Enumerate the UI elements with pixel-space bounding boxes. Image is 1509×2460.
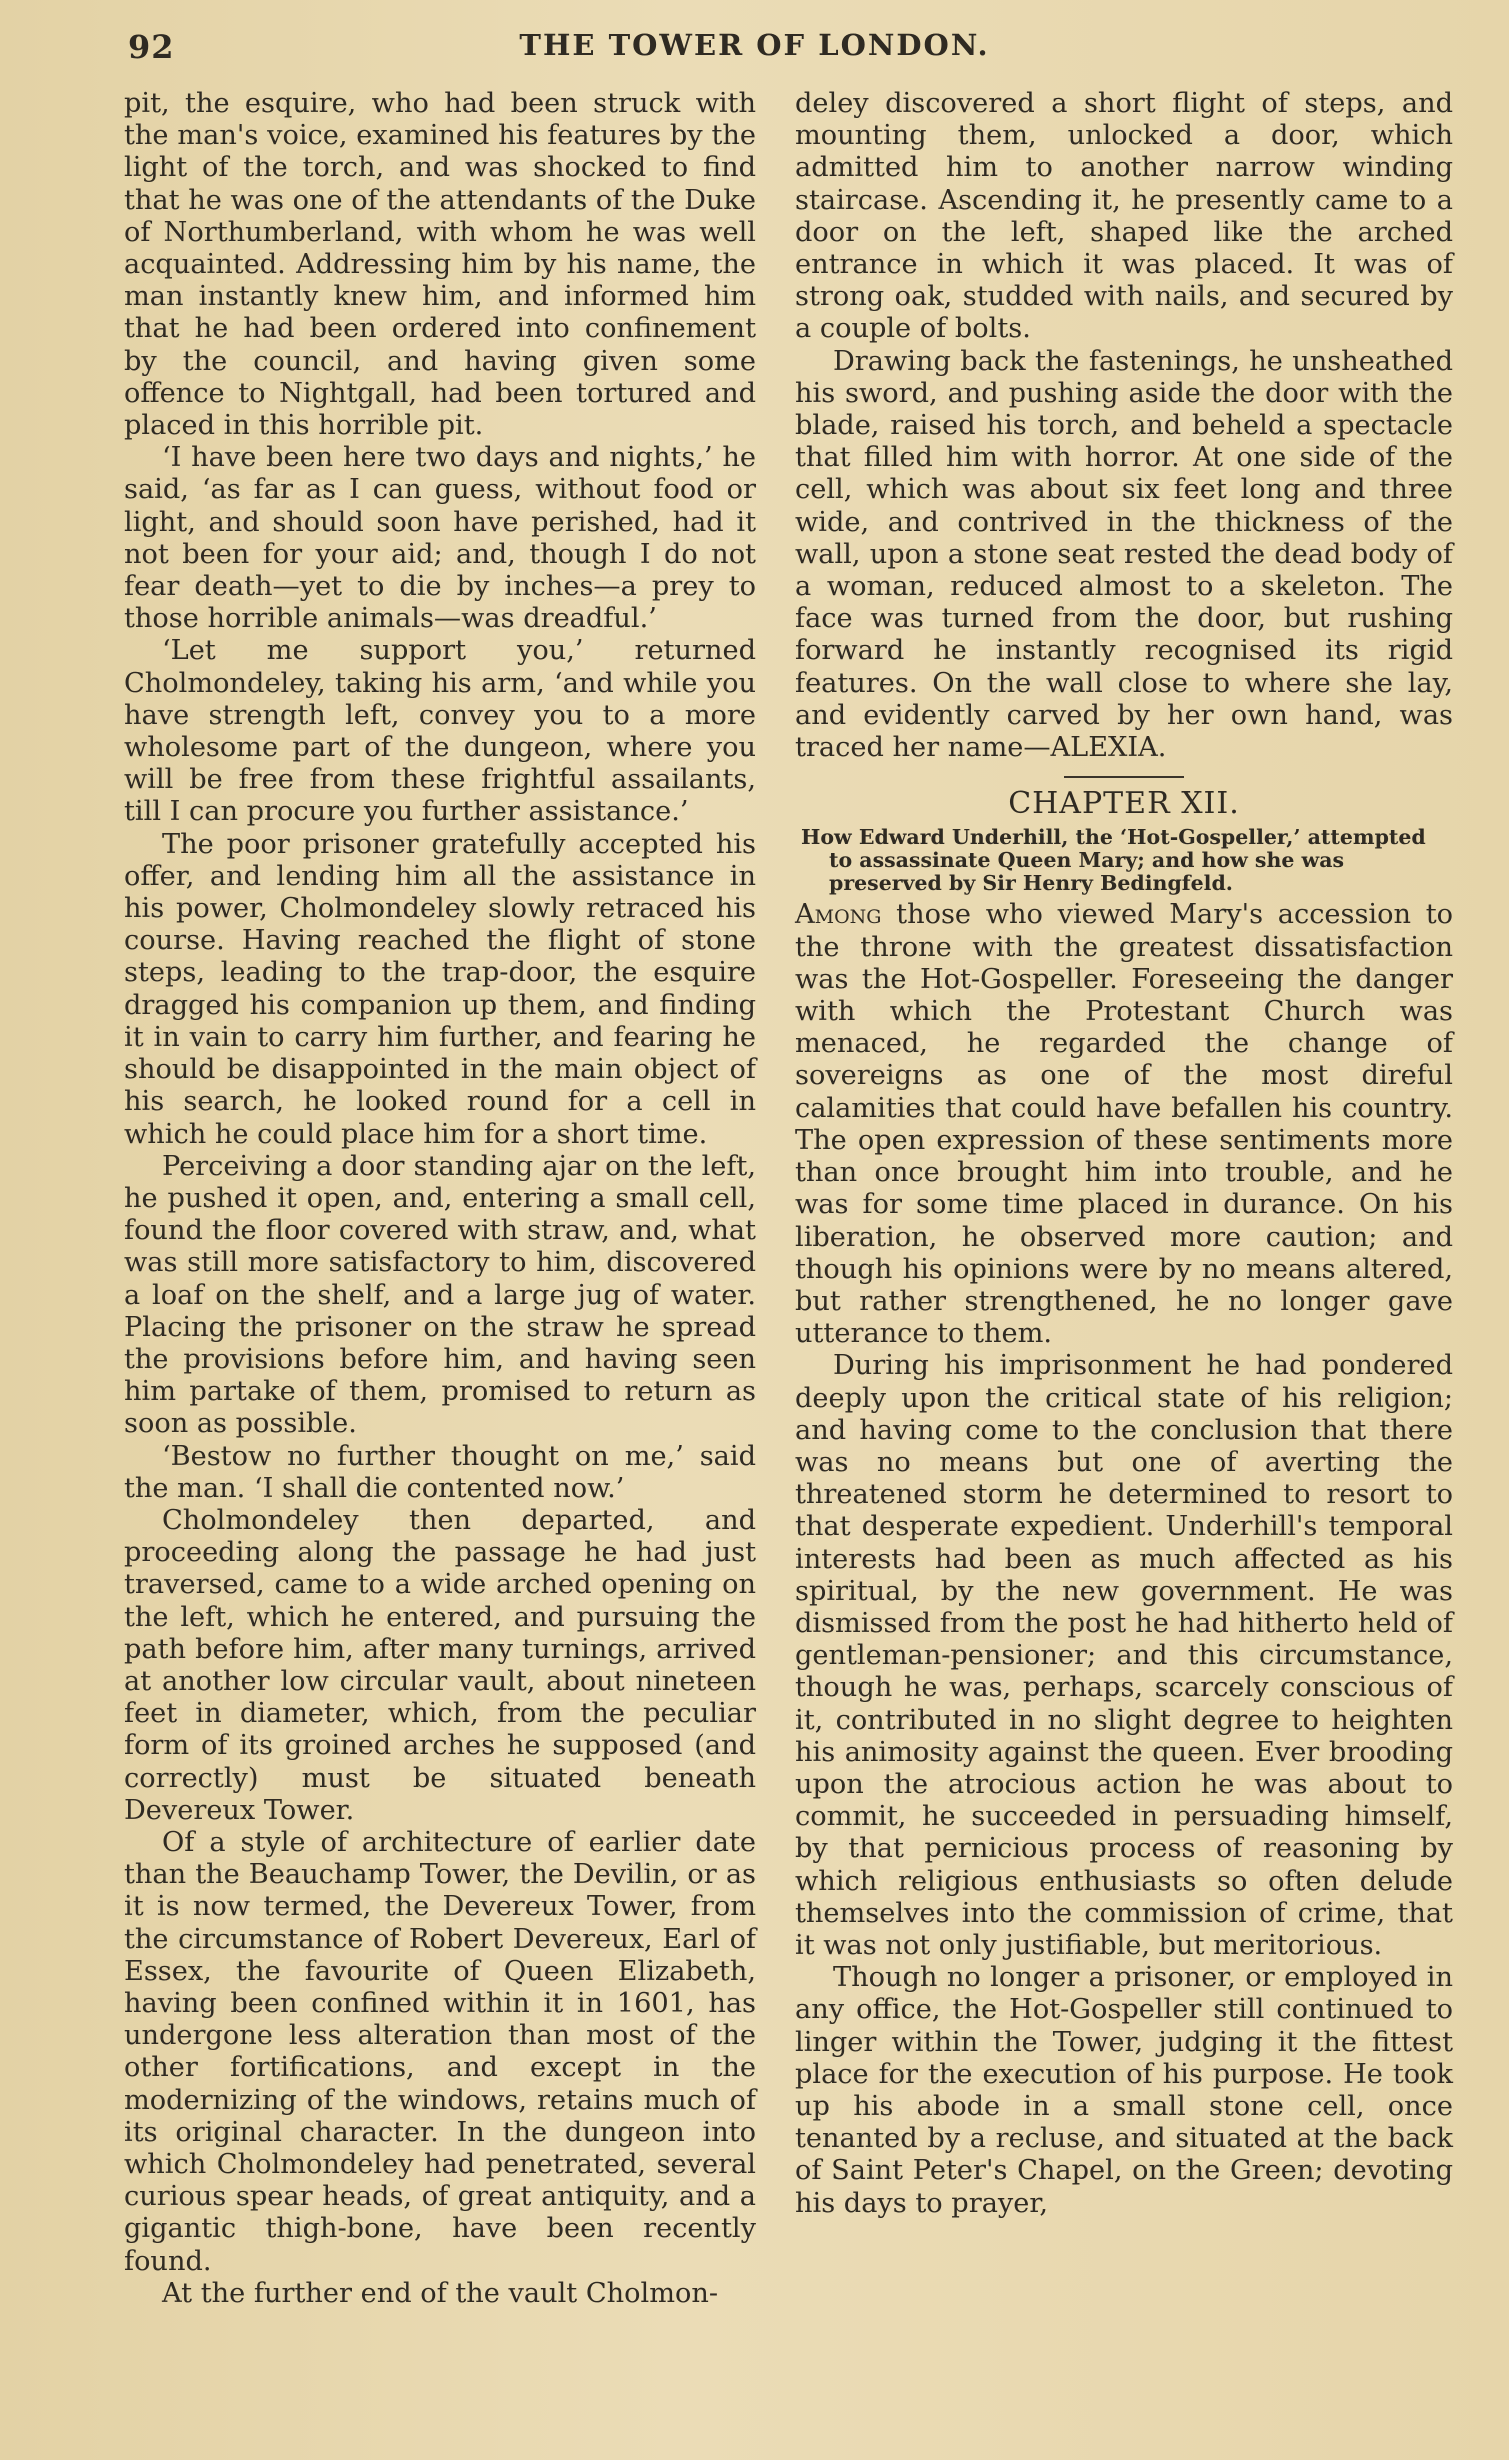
paragraph: pit, the esquire, who had been struck with the man's voice, examined his features by the light of the torch, and was shocked to find that he was one of the attendants of the Duke of Northumberland, with whom he was well acquainted. Addressing him by his name, the man instantly knew him, and informed him that he had been ordered into confinement by the council, and having given some offence to Nightgall, had been tortured and placed in this horrible pit. (124, 88, 756, 442)
running-head (0, 20, 1509, 70)
paragraph: At the further end of the vault Cholmon- (162, 2277, 719, 2309)
section-divider (1064, 776, 1184, 778)
page-number: 92 (128, 28, 175, 66)
paragraph: Cholmondeley then departed, and proceeding along the passage he had just traversed, came to a wide arched opening on the left, which he entered, and pursuing the path before him, after many turnings, arrived at another low circular vault, about nineteen feet in diameter, which, from the peculiar form of its groined arches he supposed (and correctly) must be situated beneath Devereux Tower. (124, 1504, 756, 1826)
paragraph: Though no longer a prisoner, or employed in any office, the Hot-Gospeller still continued to linger within the Tower, judging it the fittest place for the execution of his purpose. He took up his abode in a small stone cell, once tenanted by a recluse, and situated at the back of Saint Peter's Chapel, on the Green; devoting his days to prayer, (795, 1962, 1453, 2219)
paragraph: ‘Bestow no further thought on me,’ said the man. ‘I shall die contented now.’ (124, 1440, 756, 1504)
chapter-opening-paragraph (795, 899, 1453, 1350)
paragraph: Of a style of architecture of earlier date than the Beauchamp Tower, the Devilin, or as it is now termed, the Devereux Tower, from the circumstance of Robert Devereux, Earl of Essex, the favourite of Queen Elizabeth, having been confined within it in 1601, has undergone less alteration than most of the other fortifications, and except in the modernizing of the windows, retains much of its original character. In the dungeon into which Cholmondeley had penetrated, several curious spear heads, of great antiquity, and a gigantic thigh-bone, have been recently found. (124, 1826, 756, 2277)
opening-text: those who viewed Mary's accession to the throne with the greatest dissatisfaction was the Hot-Gospeller. Foreseeing the danger with which the Protestant Church was menaced, he regarded the change of sovereigns as one of the most direful calamities that could have befallen his country. The open expression of these sentiments more than once brought him into trouble, and he was for some time placed in durance. On his liberation, he observed more caution; and though his opinions were by no means altered, but rather strengthened, he no longer gave utterance to them. (795, 899, 1453, 1350)
right-column (795, 88, 1453, 2220)
paragraph: The poor prisoner gratefully accepted his offer, and lending him all the assistance in his power, Cholmondeley slowly retraced his course. Having reached the flight of stone steps, leading to the trap-door, the esquire dragged his companion up them, and finding it in vain to carry him further, and fearing he should be disappointed in the main object of his search, he looked round for a cell in which he could place him for a short time. (124, 828, 756, 1150)
chapter-heading: CHAPTER XII. (1008, 786, 1240, 822)
left-column (124, 88, 756, 2310)
paragraph: ‘I have been here two days and nights,’ he said, ‘as far as I can guess, without food or light, and should soon have perished, had it not been for your aid; and, though I do not fear death—yet to die by inches—a prey to those horrible animals—was dreadful.’ (124, 442, 756, 635)
chapter-summary: How Edward Underhill, the ‘Hot-Gospeller,’ attempted to assassinate Queen Mary; and how she was preserved by Sir Henry Bedingfeld. (801, 825, 1426, 896)
paragraph: deley discovered a short flight of steps, and mounting them, unlocked a door, which admitted him to another narrow winding staircase. Ascending it, he presently came to a door on the left, shaped like the arched entrance in which it was placed. It was of strong oak, studded with nails, and secured by a couple of bolts. (795, 88, 1453, 345)
paragraph: Perceiving a door standing ajar on the left, he pushed it open, and, entering a small cell, found the floor covered with straw, and, what was still more satisfactory to him, discovered a loaf on the shelf, and a large jug of water. Placing the prisoner on the straw he spread the provisions before him, and having seen him partake of them, promised to return as soon as possible. (124, 1150, 756, 1440)
paragraph: Drawing back the fastenings, he unsheathed his sword, and pushing aside the door with the blade, raised his torch, and beheld a spectacle that filled him with horror. At one side of the cell, which was about six feet long and three wide, and contrived in the thickness of the wall, upon a stone seat rested the dead body of a woman, reduced almost to a skeleton. The face was turned from the door, but rushing forward he instantly recognised its rigid features. On the wall close to where she lay, and evidently carved by her own hand, was traced her name—ALEXIA. (795, 345, 1453, 764)
paragraph: During his imprisonment he had pondered deeply upon the critical state of his religion; and having come to the conclusion that there was no means but one of averting the threatened storm he determined to resort to that desperate expedient. Underhill's temporal interests had been as much affected as his spiritual, by the new government. He was dismissed from the post he had hitherto held of gentleman-pensioner; and this circumstance, though he was, perhaps, scarcely conscious of it, contributed in no slight degree to heighten his animosity against the queen. Ever brooding upon the atrocious action he was about to commit, he succeeded in persuading himself, by that pernicious process of reasoning by which religious enthusiasts so often delude themselves into the commission of crime, that it was not only justifiable, but meritorious. (795, 1350, 1453, 1961)
book-title: THE TOWER OF LONDON. (519, 28, 990, 62)
opening-word: Among (795, 899, 882, 931)
paragraph: ‘Let me support you,’ returned Cholmondeley, taking his arm, ‘and while you have strength left, convey you to a more wholesome part of the dungeon, where you will be free from these frightful assailants, till I can procure you further assistance.’ (124, 635, 756, 828)
